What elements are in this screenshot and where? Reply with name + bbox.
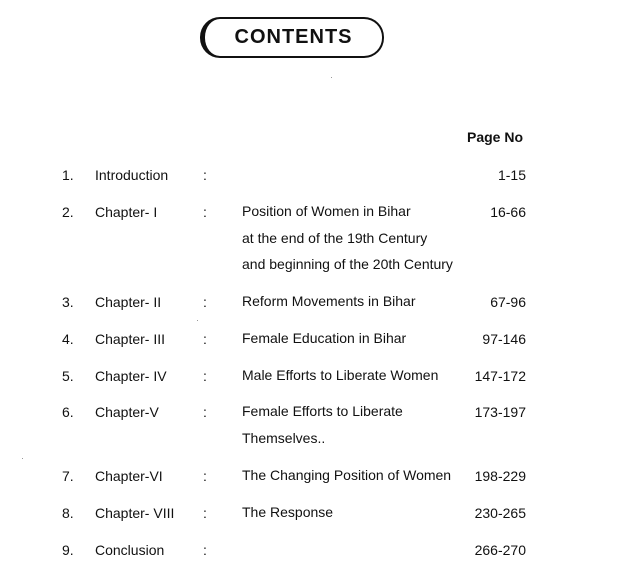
scan-speck [197,320,198,321]
entry-pages: 198-229 [474,468,526,484]
entry-pages: 16-66 [490,204,526,220]
entry-pages: 173-197 [474,404,526,420]
entry-separator: : [203,368,207,384]
entry-title-line: The Response [242,504,334,520]
entry-number: 2. [62,204,74,220]
entry-label: Chapter-V [95,404,159,420]
entry-title [242,362,438,389]
contents-title-box [200,17,384,58]
entry-title-line: Female Efforts to Liberate [242,403,403,419]
entry-separator: : [203,331,207,347]
entry-title [242,398,403,451]
entry-title-line: Themselves.. [242,429,326,446]
entry-pages: 97-146 [482,331,526,347]
entry-separator: : [203,542,207,558]
entry-title-line: and beginning of the 20th Century [242,256,453,272]
entry-number: 4. [62,331,74,347]
entry-pages: 230-265 [474,505,526,521]
entry-title-line: Position of Women in Bihar [242,203,411,219]
entry-title [242,288,416,315]
entry-number: 3. [62,294,74,310]
entry-label: Chapter- IV [95,368,167,384]
entry-number: 6. [62,404,74,420]
entry-label: Chapter- VIII [95,505,175,521]
page-no-column-header: Page No [467,129,524,145]
entry-label: Introduction [95,167,169,183]
entry-label: Chapter- II [95,294,162,310]
entry-separator: : [203,167,207,183]
entry-title-line: The Changing Position of Women [242,467,452,483]
entry-label: Chapter- III [95,331,166,347]
entry-label: Conclusion [95,542,165,558]
entry-title-line: at the end of the 19th Century [242,229,428,246]
entry-pages: 266-270 [474,542,526,558]
entry-number: 7. [62,468,74,484]
page-title: CONTENTS [234,26,353,48]
entry-separator: : [203,505,207,521]
entry-label: Chapter-VI [95,468,163,484]
entry-number: 8. [62,505,74,521]
entry-number: 1. [62,167,74,183]
entry-separator: : [203,204,207,220]
entry-title [242,462,451,489]
scan-speck [331,77,332,78]
entry-title-line: Male Efforts to Liberate Women [242,367,439,383]
entry-label: Chapter- I [95,204,158,220]
entry-pages: 1-15 [497,167,526,183]
entry-title [242,499,333,526]
entry-separator: : [203,294,207,310]
entry-number: 9. [62,542,74,558]
scan-speck [22,458,23,459]
entry-pages: 147-172 [474,368,526,384]
entry-title [242,198,453,278]
entry-number: 5. [62,368,74,384]
entry-separator: : [203,468,207,484]
entry-pages: 67-96 [490,294,526,310]
entry-title [242,325,406,352]
entry-separator: : [203,404,207,420]
entry-title-line: Reform Movements in Bihar [242,293,416,309]
entry-title-line: Female Education in Bihar [242,330,407,346]
